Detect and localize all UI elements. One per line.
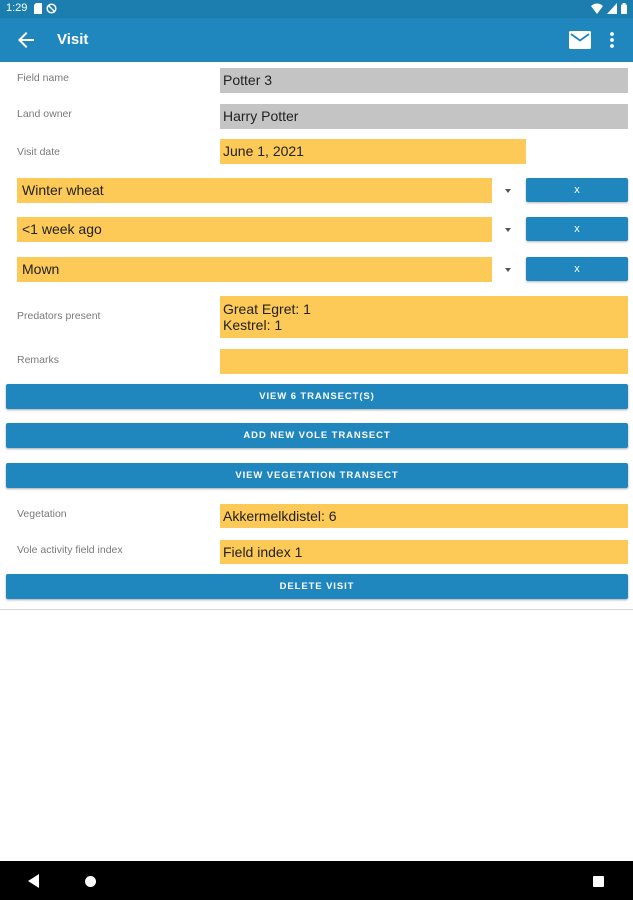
- clear-mowing-time-button[interactable]: x: [526, 217, 628, 241]
- land-owner-label: Land owner: [17, 108, 72, 120]
- back-arrow-icon[interactable]: [14, 28, 38, 52]
- visit-date-label: Visit date: [17, 146, 60, 158]
- vole-index-input[interactable]: Field index 1: [220, 540, 628, 564]
- nav-home-icon[interactable]: [85, 876, 96, 887]
- field-status-dropdown-arrow-icon[interactable]: [505, 268, 511, 272]
- status-time: 1:29: [6, 2, 28, 14]
- delete-visit-button[interactable]: DELETE VISIT: [6, 574, 628, 599]
- page-title: Visit: [57, 31, 89, 48]
- remarks-input[interactable]: [220, 349, 628, 374]
- nav-back-icon[interactable]: [28, 874, 40, 888]
- mail-icon[interactable]: [569, 31, 591, 49]
- wifi-icon: [591, 3, 603, 14]
- remarks-label: Remarks: [17, 354, 60, 366]
- vole-index-label: Vole activity field index: [17, 544, 123, 556]
- more-options-icon[interactable]: [604, 28, 620, 52]
- predator-line: Kestrel: 1: [223, 317, 283, 333]
- signal-icon: [607, 3, 617, 14]
- clear-crop-button[interactable]: x: [526, 178, 628, 202]
- battery-icon: [621, 3, 627, 14]
- app-bar: [0, 18, 633, 62]
- mowing-time-dropdown-arrow-icon[interactable]: [505, 228, 511, 232]
- system-nav-bar: [0, 861, 633, 900]
- clear-field-status-button[interactable]: x: [526, 257, 628, 281]
- field-name-label: Field name: [17, 72, 69, 84]
- vegetation-label: Vegetation: [17, 508, 67, 520]
- land-owner-input[interactable]: Harry Potter: [220, 104, 628, 129]
- view-vegetation-transect-button[interactable]: VIEW VEGETATION TRANSECT: [6, 463, 628, 488]
- mowing-time-dropdown[interactable]: <1 week ago: [17, 217, 492, 242]
- status-bar: [0, 0, 633, 18]
- predators-label: Predators present: [17, 310, 101, 322]
- content-divider: [0, 609, 633, 610]
- sim-card-icon: [34, 3, 42, 14]
- predator-line: Great Egret: 1: [223, 301, 311, 317]
- field-status-dropdown[interactable]: Mown: [17, 257, 492, 282]
- predators-input[interactable]: [220, 296, 628, 338]
- add-vole-transect-button[interactable]: ADD NEW VOLE TRANSECT: [6, 423, 628, 448]
- vegetation-input[interactable]: Akkermelkdistel: 6: [220, 504, 628, 528]
- crop-dropdown-arrow-icon[interactable]: [505, 189, 511, 193]
- view-transects-button[interactable]: VIEW 6 TRANSECT(S): [6, 384, 628, 409]
- visit-date-input[interactable]: June 1, 2021: [220, 139, 526, 164]
- crop-dropdown[interactable]: Winter wheat: [17, 178, 492, 203]
- field-name-input[interactable]: Potter 3: [220, 68, 628, 93]
- no-sync-icon: [46, 3, 57, 14]
- nav-recents-icon[interactable]: [593, 876, 604, 887]
